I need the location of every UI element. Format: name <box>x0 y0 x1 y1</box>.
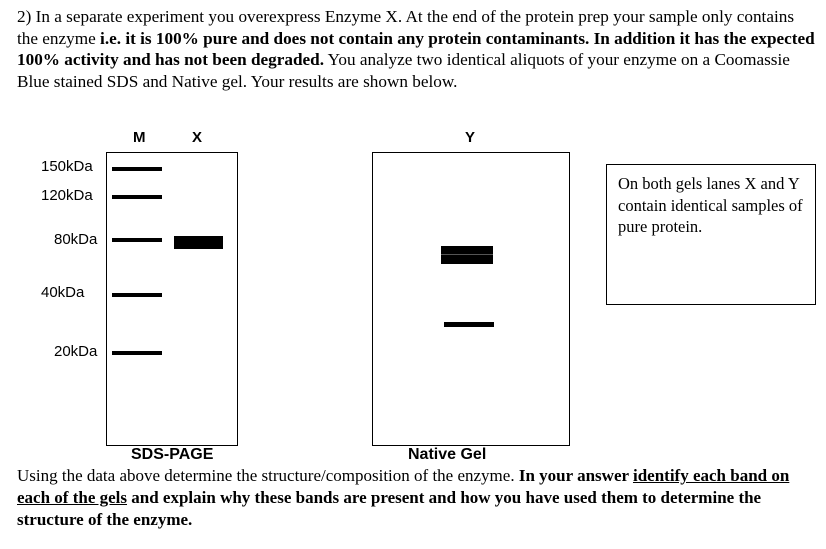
intro-text-2: You analyze two identical aliquots of your enzyme on a Coomassie Blue stained SDS and Native gel. Your results are shown below. <box>17 50 790 91</box>
prompt-plain: Using the data above determine the structure/composition of the enzyme. <box>17 466 519 485</box>
native-band-upper <box>441 246 493 264</box>
prompt-bold-2: and explain why these bands are present and how you have used them to determine the structure of the enzyme. <box>17 488 762 529</box>
note-text: On both gels lanes X and Y contain identical samples of pure protein. <box>618 174 803 236</box>
marker-band-150 <box>112 167 162 171</box>
prompt-bold-1: In your answer <box>518 466 633 485</box>
question-number: 2) <box>17 7 32 26</box>
marker-label-20: 20kDa <box>54 343 98 360</box>
native-gel-label: Native Gel <box>408 446 487 463</box>
marker-label-40: 40kDa <box>41 284 85 301</box>
lane-label-m: M <box>133 129 146 146</box>
question-intro <box>17 6 817 92</box>
marker-label-120: 120kDa <box>41 187 93 204</box>
marker-label-150: 150kDa <box>41 158 93 175</box>
marker-band-20 <box>112 351 162 355</box>
native-gel <box>372 152 570 446</box>
prompt-underlined: identify each band on each of the gels <box>17 466 790 507</box>
sds-gel-label: SDS-PAGE <box>131 446 214 463</box>
note-box <box>606 164 816 305</box>
native-band-upper-line <box>441 254 493 255</box>
intro-text: In a separate experiment you overexpress Enzyme X. At the end of the protein prep your sample only contains the enzyme <box>17 7 795 48</box>
marker-band-80 <box>112 238 162 242</box>
intro-bold-text: i.e. it is 100% pure and does not contain any protein contaminants. In addition it has the expected 100% activity and has not been degraded. <box>17 28 815 69</box>
marker-label-80: 80kDa <box>54 231 98 248</box>
marker-band-120 <box>112 195 162 199</box>
native-band-lower <box>444 322 494 327</box>
answer-prompt <box>17 465 817 531</box>
lane-label-x: X <box>192 129 203 146</box>
marker-band-40 <box>112 293 162 297</box>
lane-label-y: Y <box>465 129 476 146</box>
sds-lane-x-band <box>174 236 223 249</box>
